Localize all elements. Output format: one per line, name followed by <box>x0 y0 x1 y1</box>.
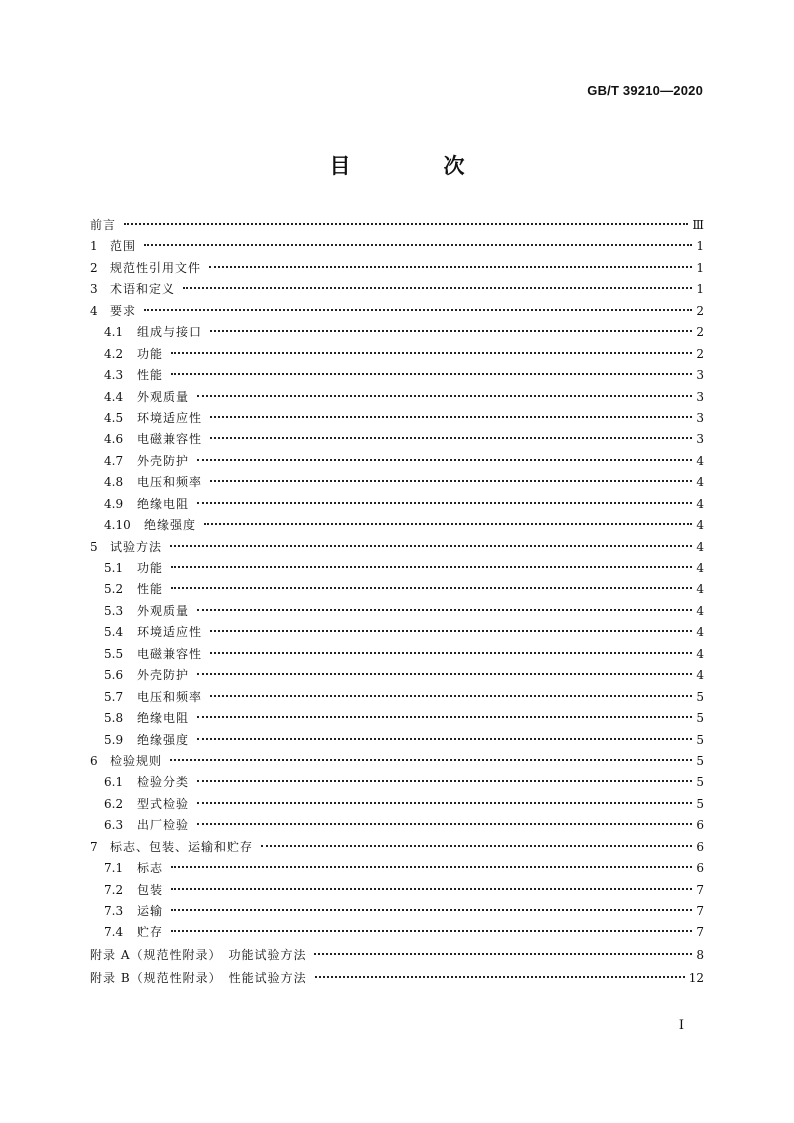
toc-entry-page: 4 <box>696 475 704 490</box>
toc-entry-page: 2 <box>696 325 704 340</box>
dot-leader <box>210 694 692 697</box>
toc-entry-number: 5.3 <box>104 603 124 618</box>
toc-entry-title: 标志 <box>137 861 164 876</box>
toc-entry-title: 绝缘强度 <box>144 518 197 533</box>
dot-leader <box>197 801 692 804</box>
toc-entry-page: 7 <box>696 882 704 897</box>
toc-entry-title: 运输 <box>137 904 164 918</box>
dot-leader <box>171 565 692 568</box>
toc-entry-title: 功能 <box>137 561 164 575</box>
toc-entry-number: 5.9 <box>104 732 124 747</box>
toc-entry-page: 3 <box>696 432 704 447</box>
toc-entry-page: 5 <box>696 689 704 704</box>
toc-entry-page: 5 <box>696 732 704 747</box>
dot-leader <box>170 758 692 761</box>
dot-leader <box>197 501 692 504</box>
toc-entry-page: 6 <box>696 818 704 833</box>
dot-leader <box>197 779 692 782</box>
toc-entry[interactable] <box>90 687 704 708</box>
toc-entry[interactable] <box>90 815 704 836</box>
toc-entry[interactable] <box>90 622 704 643</box>
toc-entry-title: 电磁兼容性 <box>137 432 203 447</box>
toc-entry[interactable] <box>90 408 704 429</box>
dot-leader <box>210 651 692 654</box>
dot-leader <box>171 351 692 354</box>
toc-entry-title: 前言 <box>90 218 117 232</box>
toc-entry-page: 4 <box>696 603 704 618</box>
dot-leader <box>197 715 692 718</box>
dot-leader <box>171 372 692 375</box>
toc-entry[interactable] <box>90 880 704 901</box>
toc-entry-page: 3 <box>696 389 704 404</box>
toc-entry[interactable] <box>90 494 704 515</box>
toc-entry[interactable] <box>90 772 704 793</box>
toc-entry[interactable] <box>90 451 704 472</box>
dot-leader <box>183 286 692 289</box>
toc-entry-number: 4.3 <box>104 368 124 383</box>
dot-leader <box>124 222 688 225</box>
toc-entry-title: 附录 B（规范性附录） 性能试验方法 <box>90 970 307 985</box>
toc-entry-page: 5 <box>696 796 704 811</box>
toc-entry-title: 电压和频率 <box>137 689 203 704</box>
toc-entry-number: 6.2 <box>104 796 124 811</box>
toc-entry[interactable] <box>90 558 704 579</box>
toc-entry-title: 附录 A（规范性附录） 功能试验方法 <box>90 947 307 962</box>
toc-entry-title: 组成与接口 <box>137 325 203 340</box>
dot-leader <box>261 844 692 847</box>
toc-entry[interactable] <box>90 537 704 558</box>
toc-entry[interactable] <box>90 301 704 322</box>
toc-entry-title: 性能 <box>137 582 164 597</box>
dot-leader <box>209 265 692 268</box>
dot-leader <box>197 822 692 825</box>
dot-leader <box>170 544 692 547</box>
toc-entry-number: 7 <box>90 839 98 854</box>
toc-entry-page: 4 <box>696 668 704 683</box>
toc-entry[interactable] <box>90 837 704 858</box>
dot-leader <box>210 415 692 418</box>
toc-entry-title: 外观质量 <box>137 389 190 404</box>
toc-entry[interactable] <box>90 944 704 967</box>
toc-entry-page: 8 <box>696 947 704 962</box>
toc-entry-page: 7 <box>696 925 704 940</box>
toc-entry[interactable] <box>90 601 704 622</box>
toc-entry-title: 型式检验 <box>137 796 190 811</box>
toc-entry-title: 绝缘电阻 <box>137 496 190 511</box>
toc-entry-page: 1 <box>696 282 704 297</box>
toc-entry-title: 范围 <box>110 239 137 254</box>
toc-entry[interactable] <box>90 901 704 922</box>
toc-entry-title: 功能 <box>137 346 164 361</box>
toc-entry[interactable] <box>90 922 704 943</box>
toc-entry-page: 2 <box>696 346 704 361</box>
toc-entry-number: 4.7 <box>104 453 124 468</box>
dot-leader <box>171 586 692 589</box>
toc-entry-page: 12 <box>688 970 704 985</box>
toc-entry-page: 3 <box>696 368 704 383</box>
toc-entry-number: 6 <box>90 753 98 768</box>
toc-entry-title: 试验方法 <box>110 539 163 554</box>
toc-entry[interactable] <box>90 644 704 665</box>
toc-entry-title: 电压和频率 <box>137 475 203 490</box>
toc-entry-page: 1 <box>696 239 704 254</box>
table-of-contents <box>90 215 704 990</box>
toc-entry-number: 5 <box>90 539 98 554</box>
dot-leader <box>210 629 692 632</box>
toc-entry[interactable] <box>90 279 704 300</box>
toc-entry-page: 4 <box>696 625 704 640</box>
toc-entry[interactable] <box>90 322 704 343</box>
toc-entry-number: 4.9 <box>104 496 124 511</box>
toc-entry[interactable] <box>90 708 704 729</box>
toc-entry-number: 5.2 <box>104 582 124 597</box>
toc-entry[interactable] <box>90 967 704 990</box>
toc-entry[interactable] <box>90 730 704 751</box>
dot-leader <box>197 737 692 740</box>
page-number: I <box>678 1018 684 1033</box>
toc-entry[interactable] <box>90 794 704 815</box>
toc-entry-page: 5 <box>696 775 704 790</box>
toc-entry-page: 6 <box>696 861 704 876</box>
dot-leader <box>197 672 692 675</box>
toc-entry-page: 4 <box>696 518 704 533</box>
dot-leader <box>171 887 692 890</box>
toc-entry[interactable] <box>90 858 704 879</box>
toc-entry-page: 5 <box>696 711 704 726</box>
toc-entry-number: 6.3 <box>104 818 124 833</box>
toc-entry-page: 4 <box>696 561 704 575</box>
toc-entry-title: 环境适应性 <box>137 625 203 640</box>
toc-entry-number: 5.4 <box>104 625 124 640</box>
toc-entry-page: 4 <box>696 496 704 511</box>
toc-entry[interactable] <box>90 387 704 408</box>
toc-entry-number: 3 <box>90 282 98 297</box>
dot-leader <box>204 522 692 525</box>
toc-entry[interactable] <box>90 472 704 493</box>
toc-entry[interactable] <box>90 344 704 365</box>
dot-leader <box>144 243 692 246</box>
toc-entry-page: 3 <box>696 410 704 425</box>
dot-leader <box>171 865 692 868</box>
toc-entry-number: 7.1 <box>104 861 124 876</box>
toc-entry-title: 规范性引用文件 <box>110 260 202 275</box>
toc-entry-number: 6.1 <box>104 775 124 790</box>
dot-leader <box>315 975 685 978</box>
toc-entry-page: 7 <box>696 904 704 918</box>
page-title: 目 次 <box>329 154 501 178</box>
toc-entry-page: 4 <box>696 453 704 468</box>
toc-entry-title: 要求 <box>110 303 137 318</box>
toc-entry[interactable] <box>90 751 704 772</box>
toc-entry-title: 性能 <box>137 368 164 383</box>
toc-entry-number: 4.5 <box>104 410 124 425</box>
toc-entry[interactable] <box>90 258 704 279</box>
toc-entry-number: 7.3 <box>104 904 124 918</box>
toc-entry-title: 环境适应性 <box>137 410 203 425</box>
toc-entry-title: 外壳防护 <box>137 668 190 683</box>
toc-entry-number: 5.8 <box>104 711 124 726</box>
toc-entry-number: 2 <box>90 260 98 275</box>
dot-leader <box>197 608 692 611</box>
toc-entry-page: 6 <box>696 839 704 854</box>
toc-entry-title: 外观质量 <box>137 603 190 618</box>
toc-entry-page: 5 <box>696 753 704 768</box>
toc-entry-title: 绝缘电阻 <box>137 711 190 726</box>
toc-entry-title: 外壳防护 <box>137 453 190 468</box>
toc-entry[interactable] <box>90 365 704 386</box>
toc-entry-number: 4.6 <box>104 432 124 447</box>
toc-entry-title: 出厂检验 <box>137 818 190 833</box>
dot-leader <box>197 394 692 397</box>
toc-entry-number: 7.2 <box>104 882 124 897</box>
toc-entry-number: 4.1 <box>104 325 124 340</box>
toc-entry[interactable] <box>90 515 704 536</box>
dot-leader <box>171 929 692 932</box>
toc-entry-number: 5.1 <box>104 561 124 575</box>
toc-entry-number: 5.6 <box>104 668 124 683</box>
dot-leader <box>314 952 692 955</box>
toc-entry-title: 包装 <box>137 882 164 897</box>
toc-entry-page: 4 <box>696 582 704 597</box>
toc-entry-page: 4 <box>696 539 704 554</box>
toc-entry-title: 术语和定义 <box>110 282 176 297</box>
toc-entry-page: 4 <box>696 646 704 661</box>
dot-leader <box>144 308 692 311</box>
toc-entry[interactable] <box>90 579 704 600</box>
toc-entry-title: 贮存 <box>137 925 164 940</box>
toc-entry-number: 5.7 <box>104 689 124 704</box>
toc-entry-title: 电磁兼容性 <box>137 646 203 661</box>
toc-entry[interactable] <box>90 215 704 236</box>
toc-entry-title: 绝缘强度 <box>137 732 190 747</box>
toc-entry[interactable] <box>90 665 704 686</box>
dot-leader <box>210 436 692 439</box>
toc-entry-title: 检验规则 <box>110 753 163 768</box>
toc-entry-number: 4.8 <box>104 475 124 490</box>
dot-leader <box>210 329 692 332</box>
dot-leader <box>197 458 692 461</box>
toc-entry-number: 1 <box>90 239 98 254</box>
toc-entry-page: 2 <box>696 303 704 318</box>
toc-entry-number: 4.4 <box>104 389 124 404</box>
standard-number: GB/T 39210—2020 <box>587 83 703 98</box>
toc-entry[interactable] <box>90 236 704 257</box>
toc-entry-page: 1 <box>696 260 704 275</box>
toc-entry-number: 4.10 <box>104 518 131 533</box>
dot-leader <box>210 479 692 482</box>
dot-leader <box>171 908 692 911</box>
toc-entry-title: 标志、包装、运输和贮存 <box>110 839 254 854</box>
toc-entry-number: 7.4 <box>104 925 124 940</box>
toc-entry-number: 5.5 <box>104 646 124 661</box>
toc-entry[interactable] <box>90 429 704 450</box>
toc-entry-title: 检验分类 <box>137 775 190 790</box>
toc-entry-number: 4 <box>90 303 98 318</box>
toc-entry-page: Ⅲ <box>692 218 704 232</box>
toc-entry-number: 4.2 <box>104 346 124 361</box>
